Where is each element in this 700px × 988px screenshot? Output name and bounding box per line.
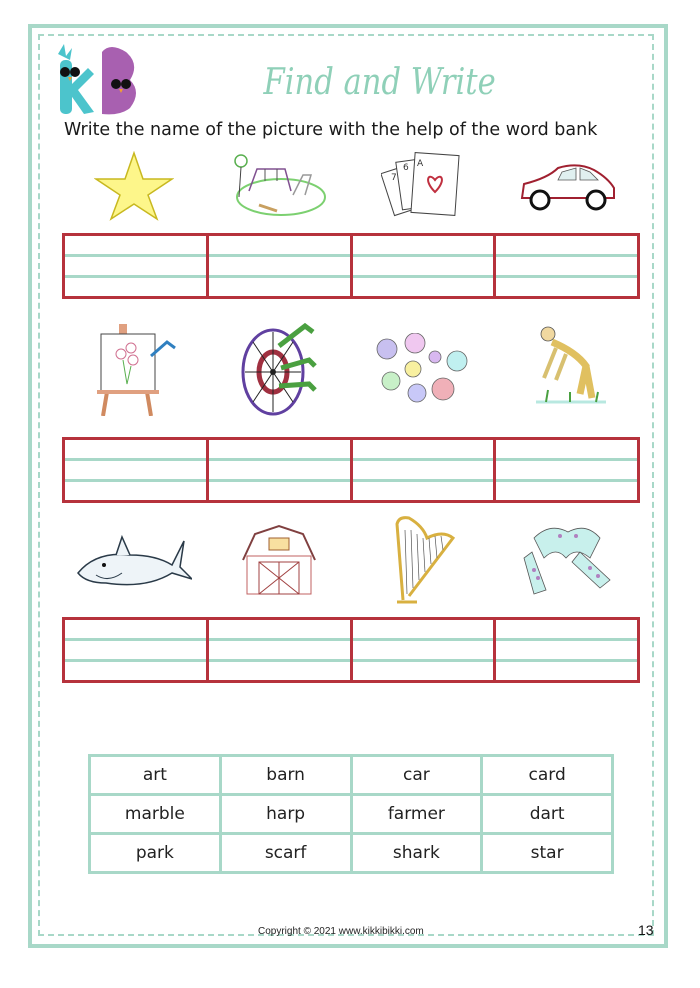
writing-row-2 [62,437,640,503]
writing-box-shark[interactable] [65,620,209,680]
word-bank-cell: car [351,756,482,795]
word-bank-row [90,834,613,873]
writing-box-farmer[interactable] [496,440,637,500]
art-icon [62,318,207,418]
writing-box-harp[interactable] [353,620,497,680]
word-bank-row [90,756,613,795]
picture-row-1 [62,148,640,224]
shark-icon [62,515,207,605]
farmer-icon [496,318,641,418]
copyright-text: Copyright © 2021 www.kikkibikki.com [258,926,424,937]
word-bank-cell: shark [351,834,482,873]
writing-row-1 [62,233,640,299]
instruction-text: Write the name of the picture with the help of the word bank [64,120,598,140]
svg-text:7: 7 [391,173,397,183]
word-bank-cell: star [482,834,613,873]
barn-icon [207,515,352,605]
harp-icon [351,515,496,605]
word-bank-cell: farmer [351,795,482,834]
page-title: Find and Write [263,62,497,103]
page-number: 13 [638,922,654,938]
word-bank-cell: marble [90,795,221,834]
writing-box-car[interactable] [496,236,637,296]
svg-text:A: A [417,159,424,169]
writing-box-art[interactable] [65,440,209,500]
car-icon [496,148,641,224]
word-bank-cell: scarf [220,834,351,873]
scarf-icon [496,515,641,605]
picture-row-3 [62,515,640,605]
writing-box-marble[interactable] [353,440,497,500]
word-bank-cell: harp [220,795,351,834]
marble-icon [351,318,496,418]
card-icon [351,148,496,224]
word-bank-row [90,795,613,834]
word-bank-cell: card [482,756,613,795]
writing-box-park[interactable] [209,236,353,296]
star-icon [62,148,207,224]
word-bank-table [88,754,614,874]
word-bank-cell: dart [482,795,613,834]
dart-icon [207,318,352,418]
writing-box-card[interactable] [353,236,497,296]
writing-box-barn[interactable] [209,620,353,680]
writing-box-dart[interactable] [209,440,353,500]
writing-row-3 [62,617,640,683]
word-bank-cell: barn [220,756,351,795]
picture-row-2 [62,318,640,418]
writing-box-scarf[interactable] [496,620,637,680]
writing-box-star[interactable] [65,236,209,296]
svg-text:6: 6 [403,163,409,173]
word-bank-cell: park [90,834,221,873]
park-icon [207,148,352,224]
word-bank-cell: art [90,756,221,795]
